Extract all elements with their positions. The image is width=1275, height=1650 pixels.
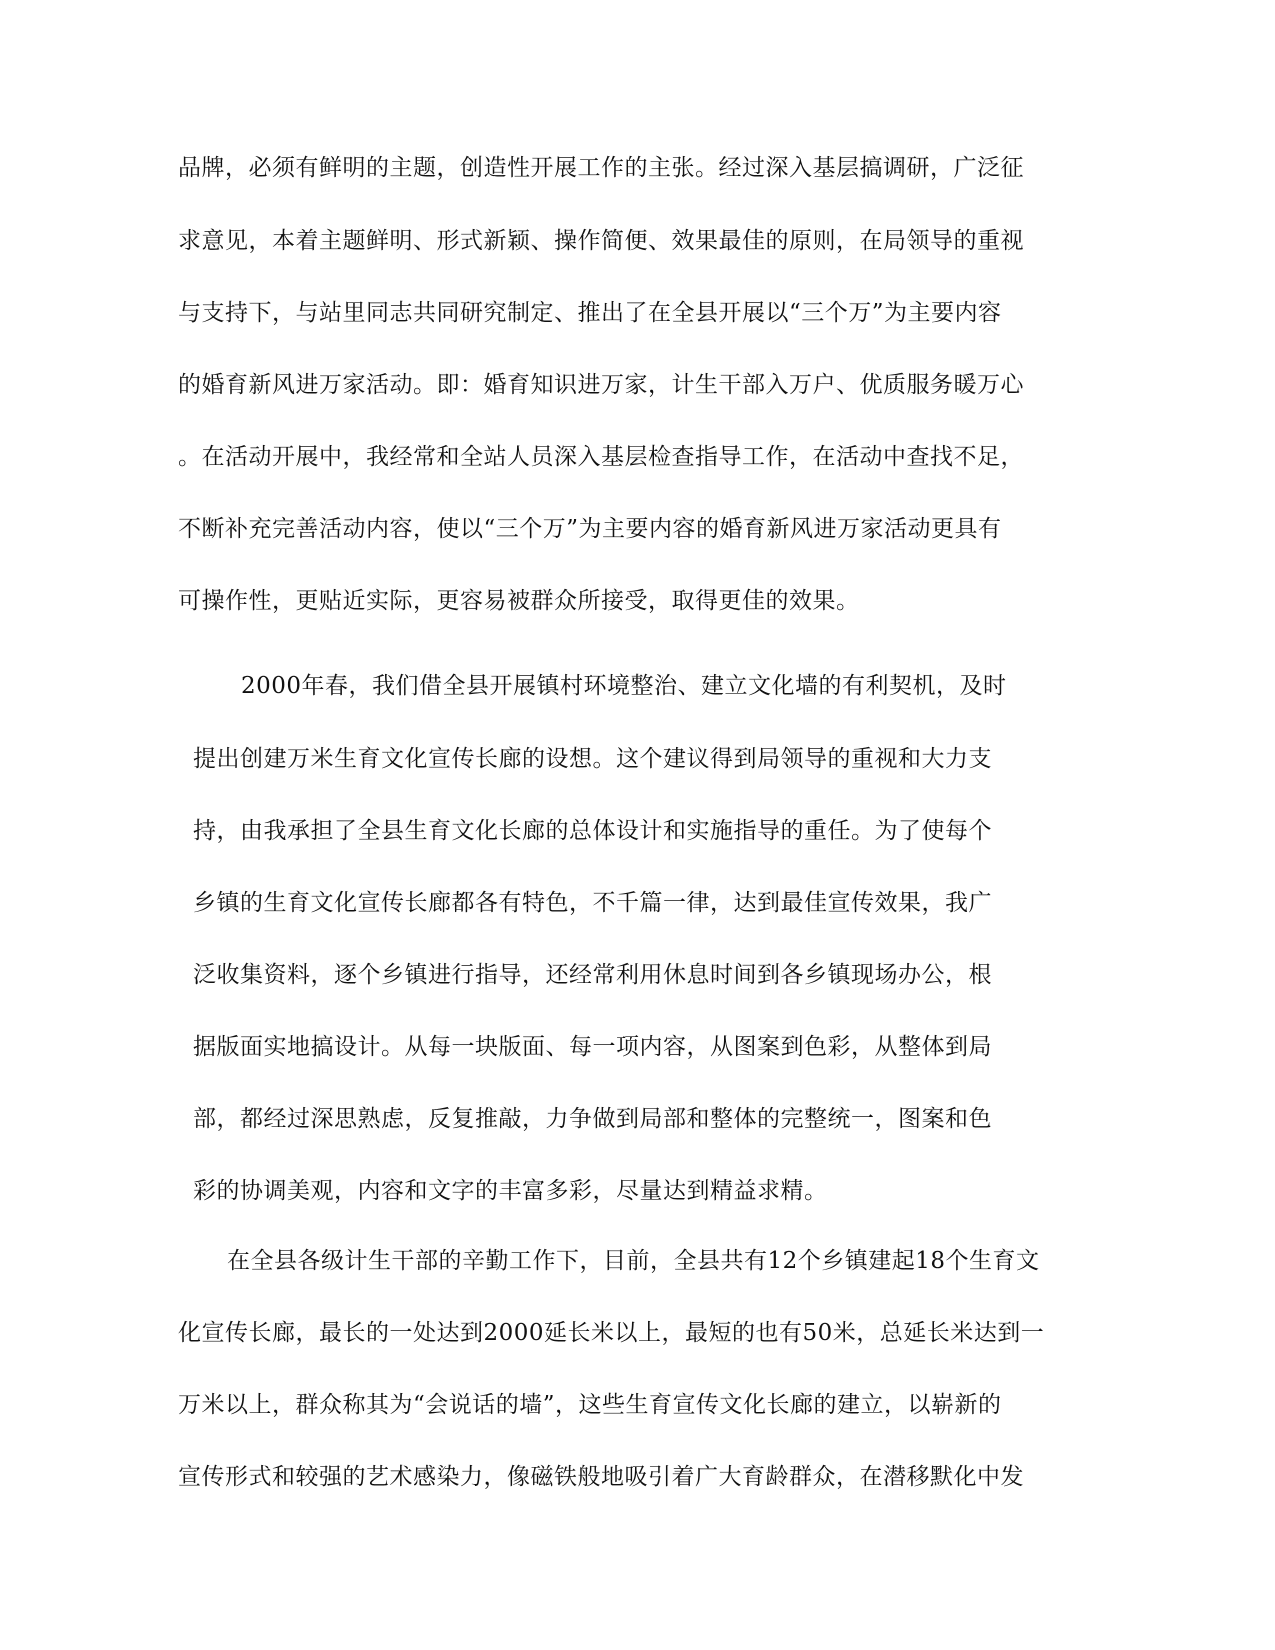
text-line: 求意见，本着主题鲜明、形式新颖、操作简便、效果最佳的原则，在局领导的重视	[178, 228, 1024, 254]
text-line: 的婚育新风进万家活动。即：婚育知识进万家，计生干部入万户、优质服务暖万心	[178, 372, 1024, 398]
text-line: 据版面实地搞设计。从每一块版面、每一项内容，从图案到色彩，从整体到局	[193, 1034, 992, 1060]
text-line: 与支持下，与站里同志共同研究制定、推出了在全县开展以“三个万”为主要内容	[178, 300, 1002, 326]
text-line: 万米以上，群众称其为“会说话的墙”，这些生育宣传文化长廊的建立，以崭新的	[178, 1392, 1002, 1418]
text-line: 2000年春，我们借全县开展镇村环境整治、建立文化墙的有利契机，及时	[241, 673, 1007, 699]
text-line: 化宣传长廊，最长的一处达到2000延长米以上，最短的也有50米，总延长米达到一	[178, 1320, 1045, 1346]
text-line: 泛收集资料，逐个乡镇进行指导，还经常利用休息时间到各乡镇现场办公，根	[193, 962, 992, 988]
text-line: 可操作性，更贴近实际，更容易被群众所接受，取得更佳的效果。	[178, 588, 860, 614]
text-line: 品牌，必须有鲜明的主题，创造性开展工作的主张。经过深入基层搞调研，广泛征	[178, 155, 1024, 181]
text-line: 提出创建万米生育文化宣传长廊的设想。这个建议得到局领导的重视和大力支	[193, 746, 992, 772]
text-line: 乡镇的生育文化宣传长廊都各有特色，不千篇一律，达到最佳宣传效果，我广	[193, 890, 992, 916]
text-line: 彩的协调美观，内容和文字的丰富多彩，尽量达到精益求精。	[193, 1178, 828, 1204]
text-line: 不断补充完善活动内容，使以“三个万”为主要内容的婚育新风进万家活动更具有	[178, 516, 1002, 542]
text-line: 在全县各级计生干部的辛勤工作下，目前，全县共有12个乡镇建起18个生育文	[227, 1248, 1040, 1274]
text-line: 。在活动开展中，我经常和全站人员深入基层检查指导工作，在活动中查找不足，	[178, 444, 1024, 470]
text-line: 宣传形式和较强的艺术感染力，像磁铁般地吸引着广大育龄群众，在潜移默化中发	[178, 1464, 1024, 1490]
text-line: 部，都经过深思熟虑，反复推敲，力争做到局部和整体的完整统一，图案和色	[193, 1106, 992, 1132]
text-line: 持，由我承担了全县生育文化长廊的总体设计和实施指导的重任。为了使每个	[193, 818, 992, 844]
